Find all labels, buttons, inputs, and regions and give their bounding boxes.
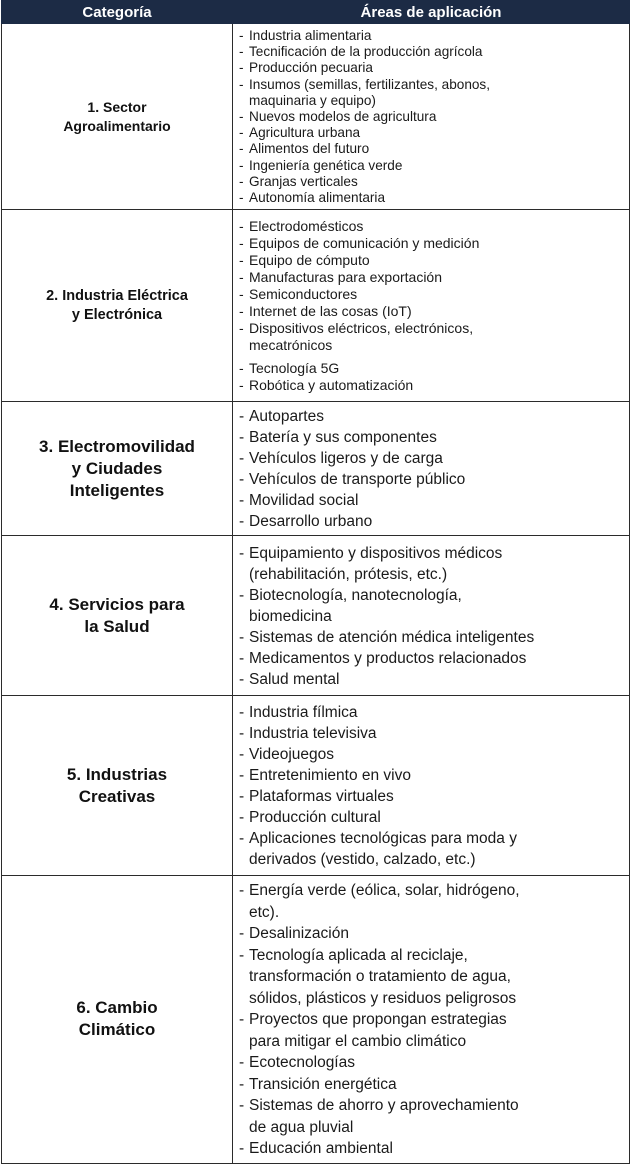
list-item: - Industria televisiva (239, 723, 625, 744)
table-row (2, 24, 630, 210)
category-table (1, 0, 630, 1164)
areas-cell (233, 402, 630, 536)
category-label: 4. Servicios para la Salud (49, 594, 185, 636)
list-item: - Internet de las cosas (IoT) (239, 303, 625, 320)
list-item: - Equipamiento y dispositivos médicos (rehabilitación, prótesis, etc.) (239, 543, 625, 585)
list-item: - Tecnología 5G (239, 360, 625, 377)
list-item: - Alimentos del futuro (239, 141, 625, 157)
list-item: - Electrodomésticos (239, 218, 625, 235)
list-item: - Proyectos que propongan estrategias para mitigar el cambio climático (239, 1009, 625, 1052)
areas-list (239, 702, 625, 870)
list-item: - Sistemas de atención médica inteligentes (239, 627, 625, 648)
areas-cell (233, 696, 630, 876)
header-category: Categoría (2, 1, 233, 24)
list-item: - Desalinización (239, 923, 625, 945)
category-cell (2, 876, 233, 1164)
list-item: - Ingeniería genética verde (239, 158, 625, 174)
areas-list (239, 28, 625, 206)
areas-cell (233, 210, 630, 402)
list-item: - Semiconductores (239, 286, 625, 303)
category-cell (2, 24, 233, 210)
list-item: - Manufacturas para exportación (239, 269, 625, 286)
list-item: - Equipo de cómputo (239, 252, 625, 269)
category-label: 3. Electromovilidad y Ciudades Inteligentes (39, 436, 195, 500)
list-item: - Sistemas de ahorro y aprovechamiento de agua pluvial (239, 1095, 625, 1138)
list-item: - Industria alimentaria (239, 28, 625, 44)
table-row (2, 210, 630, 402)
category-label: 1. Sector Agroalimentario (63, 99, 171, 134)
list-item: - Agricultura urbana (239, 125, 625, 141)
areas-list (239, 406, 625, 532)
list-item: - Transición energética (239, 1074, 625, 1096)
list-item: - Salud mental (239, 669, 625, 690)
list-item: - Insumos (semillas, fertilizantes, abonos, maquinaria y equipo) (239, 77, 625, 109)
list-item: - Nuevos modelos de agricultura (239, 109, 625, 125)
areas-list (239, 543, 625, 690)
category-label: 2. Industria Eléctrica y Electrónica (46, 287, 188, 323)
list-item: - Robótica y automatización (239, 377, 625, 394)
list-item: - Batería y sus componentes (239, 427, 625, 448)
areas-cell (233, 24, 630, 210)
list-item: - Desarrollo urbano (239, 511, 625, 532)
list-item: - Industria fílmica (239, 702, 625, 723)
list-item: - Tecnología aplicada al reciclaje, transformación o tratamiento de agua, sólidos, plásticos y residuos peligrosos (239, 945, 625, 1010)
category-cell (2, 536, 233, 696)
list-item: - Aplicaciones tecnológicas para moda y derivados (vestido, calzado, etc.) (239, 828, 625, 870)
list-item: - Medicamentos y productos relacionados (239, 648, 625, 669)
list-item: - Educación ambiental (239, 1138, 625, 1160)
list-item: - Granjas verticales (239, 174, 625, 190)
list-item: - Producción cultural (239, 807, 625, 828)
category-label: 6. Cambio Climático (76, 998, 158, 1040)
category-cell (2, 402, 233, 536)
list-item: - Vehículos de transporte público (239, 469, 625, 490)
list-item: - Energía verde (eólica, solar, hidrógeno, etc). (239, 880, 625, 923)
areas-cell (233, 876, 630, 1164)
list-item: - Movilidad social (239, 490, 625, 511)
header-row (2, 1, 630, 24)
list-item: - Entretenimiento en vivo (239, 765, 625, 786)
category-cell (2, 696, 233, 876)
areas-cell (233, 536, 630, 696)
list-item: - Equipos de comunicación y medición (239, 235, 625, 252)
table-row (2, 536, 630, 696)
category-label: 5. Industrias Creativas (66, 764, 168, 806)
list-item: - Autopartes (239, 406, 625, 427)
list-item: - Tecnificación de la producción agrícola (239, 44, 625, 60)
header-areas: Áreas de aplicación (233, 1, 630, 24)
list-item: - Plataformas virtuales (239, 786, 625, 807)
list-item: - Dispositivos eléctricos, electrónicos, mecatrónicos (239, 320, 625, 354)
list-item: - Ecotecnologías (239, 1052, 625, 1074)
areas-list (239, 218, 625, 394)
areas-list (239, 880, 625, 1160)
list-item: - Autonomía alimentaria (239, 190, 625, 206)
category-cell (2, 210, 233, 402)
table-row (2, 696, 630, 876)
list-item: - Producción pecuaria (239, 60, 625, 76)
list-item: - Biotecnología, nanotecnología, biomedicina (239, 585, 625, 627)
table-row (2, 402, 630, 536)
list-item: - Vehículos ligeros y de carga (239, 448, 625, 469)
table-row (2, 876, 630, 1164)
list-item: - Videojuegos (239, 744, 625, 765)
